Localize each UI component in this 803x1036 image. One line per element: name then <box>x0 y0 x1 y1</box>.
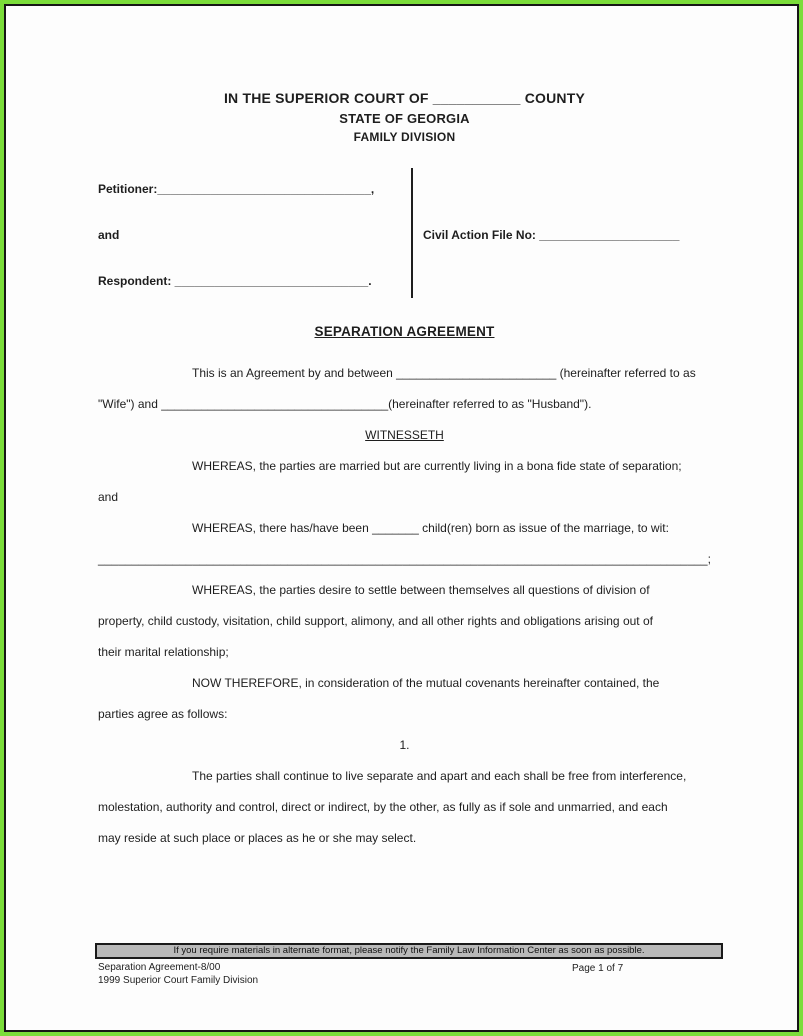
document-paper <box>4 4 799 1032</box>
state-title-line: STATE OF GEORGIA <box>339 111 470 126</box>
document-body <box>98 358 711 854</box>
civil-action-line <box>423 228 679 242</box>
document-line: WHEREAS, the parties desire to settle between themselves all questions of division of <box>192 583 650 597</box>
document-line: "Wife") and __________________________________(hereinafter referred to as "Husband"). <box>98 397 592 411</box>
and-line: and <box>98 228 120 242</box>
caption-divider-line <box>411 168 413 298</box>
case-caption <box>98 166 711 304</box>
document-title: SEPARATION AGREEMENT <box>314 324 495 339</box>
document-line: property, child custody, visitation, child support, alimony, and all other rights and obligations arising out of <box>98 614 653 628</box>
court-title-line: IN THE SUPERIOR COURT OF ___________ COUNTY <box>223 90 586 106</box>
petitioner-label: Petitioner: <box>98 182 158 196</box>
document-line: NOW THEREFORE, in consideration of the mutual covenants hereinafter contained, the <box>192 676 660 690</box>
respondent-line <box>98 258 411 304</box>
document-line: WHEREAS, the parties are married but are currently living in a bona fide state of separation; <box>192 459 682 473</box>
respondent-label: Respondent: <box>98 274 175 288</box>
footer-doc-id-line2: 1999 Superior Court Family Division <box>98 975 259 986</box>
page-number: Page 1 of 7 <box>572 963 624 974</box>
document-content <box>98 6 711 854</box>
document-line: The parties shall continue to live separate and apart and each shall be free from interference, <box>192 769 687 783</box>
petitioner-line <box>98 166 411 212</box>
caption-case-number-column <box>411 166 711 304</box>
document-line: WITNESSETH <box>365 428 444 442</box>
document-line: molestation, authority and control, direct or indirect, by the other, as fully as if sole and unmarried, and each <box>98 800 668 814</box>
document-line: This is an Agreement by and between ________________________ (hereinafter referred to as <box>192 366 696 380</box>
document-line: WHEREAS, there has/have been _______ child(ren) born as issue of the marriage, to wit: <box>192 521 669 535</box>
caption-parties-column <box>98 166 411 304</box>
civil-action-label: Civil Action File No: <box>423 228 540 242</box>
document-line: 1. <box>399 738 410 752</box>
document-line: parties agree as follows: <box>98 707 228 721</box>
respondent-blank-field: _____________________________. <box>174 274 372 288</box>
footer-doc-id <box>98 961 258 987</box>
division-title-line: FAMILY DIVISION <box>353 130 456 144</box>
document-line: their marital relationship; <box>98 645 229 659</box>
document-line: __________________________________________________________________________________________; <box>98 552 712 566</box>
document-header <box>98 88 711 146</box>
document-line: and <box>98 490 119 504</box>
civil-action-blank-field: _____________________ <box>539 228 680 242</box>
footer-doc-id-line1: Separation Agreement-8/00 <box>98 962 221 973</box>
footer-banner: If you require materials in alternate format, please notify the Family Law Information Center as soon as possible. <box>95 943 723 959</box>
petitioner-blank-field: ________________________________, <box>157 182 375 196</box>
document-line: may reside at such place or places as he or she may select. <box>98 831 417 845</box>
